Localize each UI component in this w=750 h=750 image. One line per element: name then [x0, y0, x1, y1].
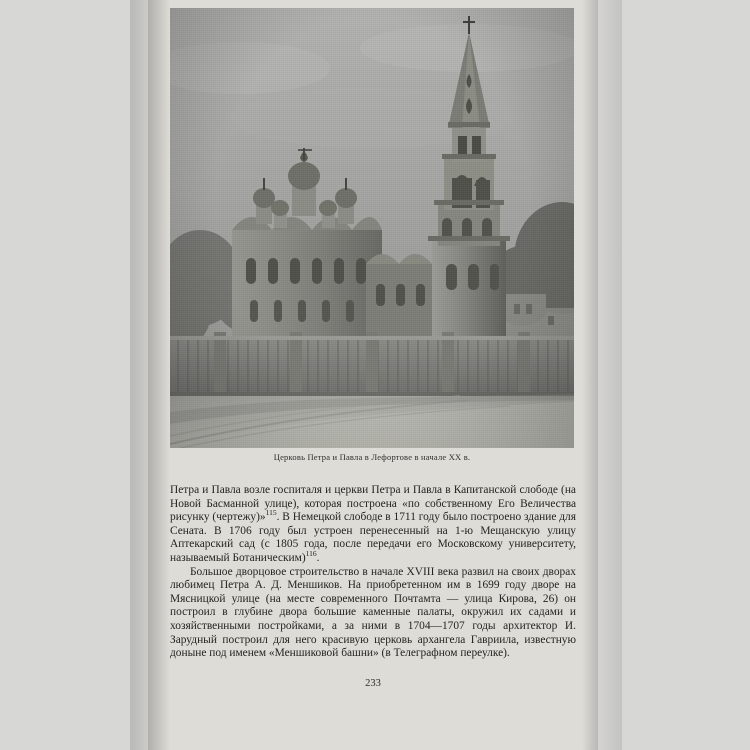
paragraph-1-text-a: Петра и Павла возле госпиталя и церкви Петра и Павла в Капитанской слободе (на Новой Басманной улице), которая построена «по собственному Его Величества рисунку (чертежу)»	[170, 484, 576, 524]
body-text	[170, 484, 576, 661]
fence	[170, 332, 574, 398]
page-number: 233	[365, 678, 381, 689]
church-scene-illustration	[170, 8, 574, 448]
paragraph-1-text-b: . В Немецкой слободе в 1711 году было построено здание для Сената. В 1706 году был устроен перенесенный на 1-ю Мещанскую улицу Аптекарский сад (с 1805 года, после передачи его Московскому университету, называемый Ботаническим)	[170, 511, 576, 564]
church-photograph	[170, 8, 574, 448]
footnote-ref-116: 116	[305, 549, 317, 559]
paragraph-1	[170, 484, 576, 566]
paragraph-2: Большое дворцовое строительство в начале XVIII века развил на своих дворах любимец Петра А. Д. Меншиков. На приобретенном им в 1699 году дворе на Мясницкой улице (на месте современного Почтамта — улица Кирова, 26) он построил в глубине двора большие каменные палаты, окружил их садами и хозяйственными постройками, а за ними в 1704—1707 годы архитектор И. Зарудный построил для него красивую церковь архангела Гавриила, известную доныне под именем «Меншиковой башни» (в Телеграфном переулке).	[170, 565, 576, 660]
paragraph-1-text-c: .	[316, 551, 320, 564]
page-sheet	[148, 0, 598, 750]
footnote-ref-115: 115	[265, 508, 277, 518]
figure-caption: Церковь Петра и Павла в Лефортове в начале XX в.	[273, 452, 471, 462]
page-right-shadow	[596, 0, 622, 750]
